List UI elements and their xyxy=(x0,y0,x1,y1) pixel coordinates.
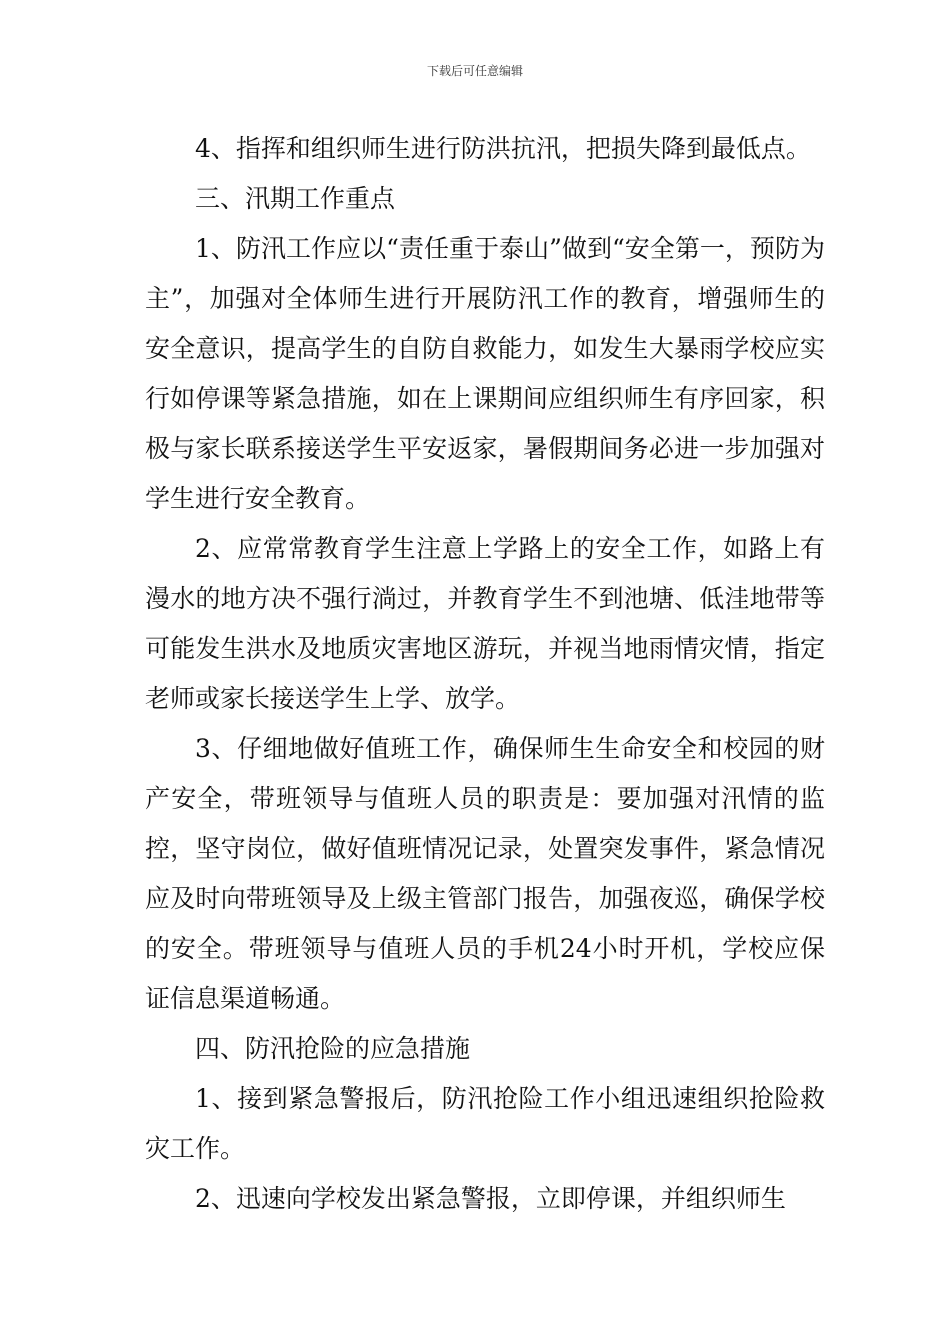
paragraph-item-4-command: 4、指挥和组织师生进行防洪抗汛，把损失降到最低点。 xyxy=(195,134,811,163)
section-heading-flood-season-focus: 三、汛期工作重点 xyxy=(195,184,396,213)
paragraph-item-3-duty: 3、仔细地做好值班工作，确保师生生命安全和校园的财产安全，带班领导与值班人员的职责是：要加强对汛情的监控，坚守岗位，做好值班情况记录，处置突发事件，紧急情况应及时向带班领导及上级主管部门报告，加强夜巡，确保学校的安全。带班领导与值班人员的手机24小时开机，学校应保证信息渠道畅通。 xyxy=(145,734,825,1013)
paragraph-item-2-stop-class: 2、迅速向学校发出紧急警报，立即停课，并组织师生 xyxy=(195,1184,786,1213)
paragraph-item-2-road-safety: 2、应常常教育学生注意上学路上的安全工作，如路上有漫水的地方决不强行淌过，并教育学生不到池塘、低洼地带等可能发生洪水及地质灾害地区游玩，并视当地雨情灾情，指定老师或家长接送学生上学、放学。 xyxy=(145,534,825,713)
paragraph-item-1-education: 1、防汛工作应以“责任重于泰山”做到“安全第一，预防为主”，加强对全体师生进行开展防汛工作的教育，增强师生的安全意识，提高学生的自防自救能力，如发生大暴雨学校应实行如停课等紧急措施，如在上课期间应组织师生有序回家，积极与家长联系接送学生平安返家，暑假期间务必进一步加强对学生进行安全教育。 xyxy=(145,234,825,513)
section-heading-emergency-measures: 四、防汛抢险的应急措施 xyxy=(195,1034,471,1063)
paragraph-item-1-alarm: 1、接到紧急警报后，防汛抢险工作小组迅速组织抢险救灾工作。 xyxy=(145,1084,825,1163)
page-header-note: 下载后可任意编辑 xyxy=(426,64,523,78)
